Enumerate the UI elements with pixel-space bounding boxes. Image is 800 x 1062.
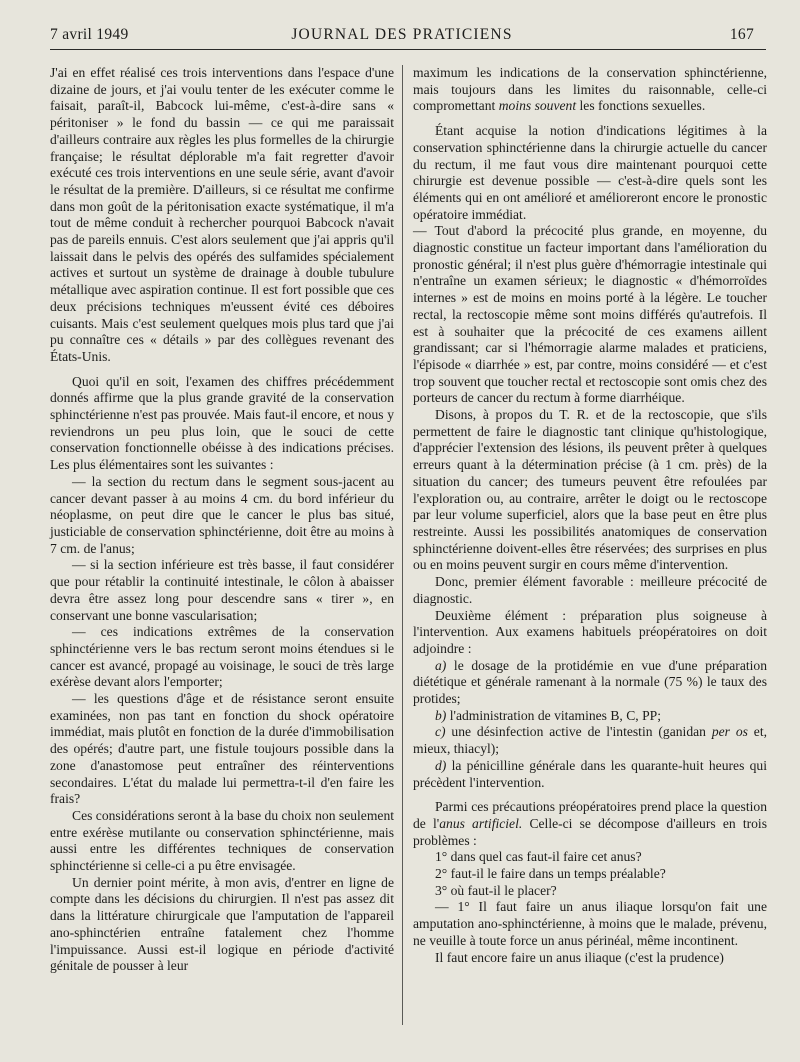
list-item: c) une désinfection active de l'intestin (ganidan per os et, mieux, thiacyl); (413, 724, 768, 757)
paragraph: — Tout d'abord la précocité plus grande, en moyenne, du diagnostic constitue un facteur important dans l'amélioration du pronostic général; il n'est plus guère d'hémorragie intestinale qui n'entraîne un examen sérieux; le diagnostic « d'hémorroïdes internes » est de moins en moins porté à la légère. Le toucher rectal, la rectoscopie même sont moins différés qu'autrefois. Il est à souhaiter que la précocité de ces examens aillent grandissant; car si l'hémorragie alarme malades et praticiens, l'épisode « diarrhée » est, par contre, moins considéré — et c'est trop souvent que toucher rectal et rectoscopie sont omis chez des porteurs de cancer du rectum à forme diarrhéique. (413, 223, 767, 406)
paragraph: — 1° Il faut faire un anus iliaque lorsqu'on fait une amputation ano-sphinctérienne, à moins que le malade, prévenu, ne veuille à toute force un anus périnéal, même incontinent. (413, 899, 767, 948)
list-item: 3° où faut-il le placer? (435, 882, 557, 898)
list-item: b) l'administration de vitamines B, C, PP; (435, 707, 661, 723)
emphasis: anus artificiel. (439, 815, 523, 831)
list-marker: c) (435, 724, 446, 740)
list-item: — les questions d'âge et de résistance seront ensuite examinées, non pas tant en fonction du shock opératoire immédiat, mais plutôt en fonction de la durée d'immobilisation des opérés; d'autre part, une fistule toujours possible dans la zone d'anastomose peut entraîner des réinterventions secondaires. L'état du malade lui permettra-t-il d'en faire les frais? (50, 691, 394, 807)
paragraph: Parmi ces précautions préopératoires prend place la question de l'anus artificiel. Celle-ci se décompose d'ailleurs en trois problèmes : (413, 799, 767, 848)
header-date: 7 avril 1949 (50, 26, 129, 43)
paragraph: Quoi qu'il en soit, l'examen des chiffres précédemment donnés affirme que la plus grande gravité de la conservation sphinctérienne n'est pas prouvée. Mais faut-il encore, et nous y reviendrons un peu plus loin, que le souci de cette conservation fonctionnelle obéisse à des indications précises. Les plus élémentaires sont les suivantes : (50, 373, 394, 473)
list-marker: a) (435, 657, 447, 673)
page-number: 167 (729, 26, 754, 43)
paragraph: Un dernier point mérite, à mon avis, d'entrer en ligne de compte dans les décisions du chirurgien. Il n'est pas assez dit dans la littérature chirurgicale que l'amputation de l'appareil ano-sphinctérien entraîne fatalement chez l'homme l'impuissance. Aussi est-il logique en période d'activité génitale de pousser à leur (50, 874, 394, 974)
list-item: — la section du rectum dans le segment sous-jacent au cancer devant passer à au moins 4 cm. du bord inférieur du néoplasme, on peut dire que le cancer le plus bas situé, justiciable de conservation sphinctérienne, doit être au moins à 7 cm. de l'anus; (50, 473, 394, 556)
paragraph: maximum les indications de la conservation sphinctérienne, mais toujours dans les limites du raisonnable, celle-ci compromettant moins souvent les fonctions sexuelles. (413, 65, 767, 114)
list-marker: b) (435, 707, 447, 723)
column-divider (402, 65, 403, 1025)
paragraph: J'ai en effet réalisé ces trois interventions dans l'espace d'une dizaine de jours, et j'ai voulu tenter de les exécuter comme le faisait, paraît-il, Babcock lui-même, c'est-à-dire sans « péritoniser » le fond du bassin — ce qui me paraissait d'ailleurs contraire aux règles les plus formelles de la chirurgie française; le résultat déplorable m'a fait regretter d'avoir exécuté ces trois interventions en une seule série, avant d'avoir le résultat de la première. D'ailleurs, si ce résultat me confirme dans mon goût de la péritonisation exacte systématique, il m'a tout de même conduit à rechercher pourquoi Babcock n'avait pas de pareils ennuis. C'est alors seulement que j'ai appris qu'il laissait dans le pelvis des opérés des sulfamides spécialement actives et surtout un système de drainage à double tubulure métallique avec aspiration continue. Il est fort possible que ces deux précisions techniques m'eussent évité ces déboires cuisants. Mais c'est seulement quelques mois plus tard que j'ai pu connaître ces « détails » par des collègues revenant des États-Unis. (50, 65, 394, 364)
right-column (413, 65, 767, 966)
left-column (50, 65, 394, 975)
list-item: a) le dosage de la protidémie en vue d'une préparation diététique et générale ramenant à la normale (75 %) le taux des protides; (413, 657, 767, 707)
paragraph: Deuxième élément : préparation plus soigneuse à l'intervention. Aux examens habituels préopératoires on doit adjoindre : (413, 607, 767, 656)
list-item: 1° dans quel cas faut-il faire cet anus? (435, 849, 642, 865)
list-item: d) la pénicilline générale dans les quarante-huit heures qui précèdent l'intervention. (413, 757, 767, 790)
emphasis: per os (711, 724, 748, 740)
list-marker: d) (435, 757, 447, 773)
running-header (50, 26, 754, 48)
list-item: 2° faut-il le faire dans un temps préalable? (435, 866, 666, 882)
list-item: — ces indications extrêmes de la conservation sphinctérienne vers le bas rectum seront moins étendues si le cancer est avancé, propagé au voisinage, le souci de très large exérèse devant alors l'emporter; (50, 624, 394, 690)
list-item: — si la section inférieure est très basse, il faut considérer que pour rétablir la continuité intestinale, le côlon à abaisser devra être assez long pour descendre sans « tirer », en conservant une bonne vascularisation; (50, 557, 394, 623)
paragraph: Ces considérations seront à la base du choix non seulement entre exérèse mutilante ou conservation sphinctérienne, mais aussi entre les différentes techniques de conservation sphinctérienne si celle-ci a pu être envisagée. (50, 807, 395, 874)
paragraph: Il faut encore faire un anus iliaque (c'est la prudence) (435, 949, 724, 965)
journal-title: JOURNAL DES PRATICIENS (291, 26, 513, 43)
emphasis: moins souvent (498, 98, 577, 114)
paragraph: Donc, premier élément favorable : meilleure précocité de diagnostic. (413, 574, 767, 606)
header-rule (50, 49, 766, 50)
paragraph: Disons, à propos du T. R. et de la rectoscopie, que s'ils permettent de faire le diagnostic tant clinique qu'histologique, d'apprécier l'extension des lésions, ils peuvent prêter à quelques erreurs quant à la détermination précise (à 1 cm. près) de la situation du cancer; des tumeurs peuvent être refoulées par l'exploration ou, au contraire, arrêter le doigt ou le rectoscope par leur volume superficiel, alors que la base peut en être plus restreinte. Aussi les possibilités anatomiques de conservation sphinctérienne doivent-elles être réservées; des surprises en plus ou en moins peuvent surgir en cours même d'intervention. (413, 407, 767, 573)
paragraph: Étant acquise la notion d'indications légitimes à la conservation sphinctérienne dans la chirurgie actuelle du cancer du rectum, il me faut vous dire maintenant pourquoi cette chirurgie est devenue possible — c'est-à-dire quels sont les éléments qui en ont amélioré et amélioreront encore le pronostic opératoire immédiat. (413, 123, 767, 222)
